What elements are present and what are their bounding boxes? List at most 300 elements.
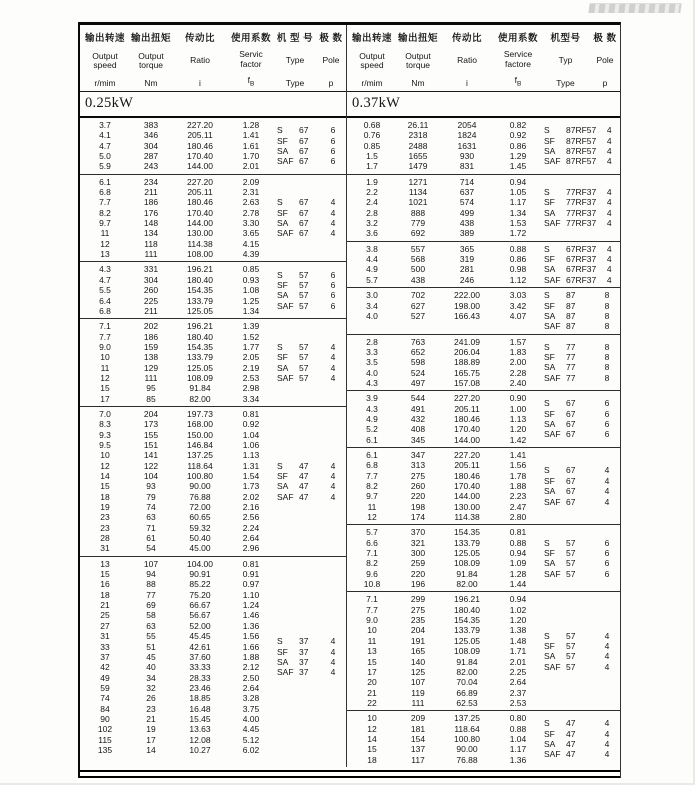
- table-row: [80, 394, 274, 404]
- ratio-cell: 23.46: [189, 682, 211, 693]
- speed-cell: 31: [100, 631, 110, 642]
- ratio-cell: 60.65: [189, 512, 211, 523]
- type-model: 67: [299, 125, 309, 136]
- type-prefix: SA: [277, 362, 289, 373]
- table-row: [80, 523, 274, 533]
- table-row: [80, 745, 274, 755]
- speed-cell: 23: [100, 512, 110, 523]
- torque-cell: 71: [146, 522, 156, 533]
- header-unit-symbol: p: [328, 78, 334, 88]
- type-row: [541, 275, 622, 285]
- type-model: 67: [566, 429, 576, 440]
- pole-value: 8: [604, 290, 610, 301]
- type-prefix: SA: [544, 207, 556, 218]
- table-row: [347, 625, 541, 635]
- pole-value: 4: [330, 471, 336, 481]
- type-model: 67RF37: [566, 243, 597, 254]
- column-header-pole: [316, 30, 346, 88]
- table-row: [347, 579, 541, 589]
- speed-cell: 9.7: [99, 218, 111, 229]
- type-model: 57: [566, 661, 576, 672]
- ratio-cell: 574: [459, 197, 475, 208]
- torque-cell: 104: [143, 471, 159, 481]
- torque-cell: 23: [146, 703, 156, 714]
- type-prefix: SAF: [277, 228, 294, 239]
- type-prefix: SA: [277, 657, 289, 668]
- group-values: [347, 337, 541, 389]
- type-row: [541, 739, 620, 749]
- factor-cell: 1.57: [509, 336, 527, 347]
- factor-cell: 1.04: [242, 429, 260, 440]
- table-column: [80, 25, 346, 767]
- type-prefix: SAF: [544, 496, 561, 507]
- ratio-cell: 180.40: [187, 331, 213, 342]
- factor-cell: 0.88: [509, 723, 527, 734]
- factor-cell: 0.94: [509, 548, 527, 559]
- ratio-cell: 180.40: [187, 274, 213, 285]
- header-unit: [228, 75, 274, 88]
- type-row: [541, 362, 620, 372]
- type-prefix: SA: [544, 739, 556, 750]
- torque-cell: 220: [410, 491, 426, 502]
- type-row: [541, 244, 622, 254]
- ratio-cell: 198.00: [454, 300, 480, 311]
- torque-cell: 63: [146, 512, 156, 523]
- ratio-cell: 10.27: [189, 744, 211, 755]
- factor-cell: 1.34: [509, 207, 527, 218]
- type-block: [274, 264, 346, 316]
- table-row: [347, 594, 541, 604]
- speed-cell: 4.3: [366, 403, 378, 414]
- pole-value: 4: [330, 207, 336, 218]
- factor-cell: 0.98: [509, 264, 527, 275]
- header-unit-symbol: Type: [285, 78, 305, 88]
- factor-cell: 2.64: [242, 682, 260, 693]
- speed-cell: 14: [367, 733, 377, 744]
- table-row: [347, 605, 541, 615]
- speed-cell: 4.3: [99, 264, 111, 275]
- ratio-cell: 2054: [457, 120, 477, 130]
- pole-value: 6: [604, 419, 610, 430]
- speed-cell: 90: [100, 713, 110, 724]
- pole-value: 4: [604, 661, 610, 672]
- factor-cell: 3.34: [242, 393, 260, 404]
- factor-cell: 1.41: [509, 449, 527, 460]
- factor-cell: 1.54: [242, 471, 260, 481]
- column-header-factor: [495, 30, 541, 88]
- type-row: [274, 156, 346, 166]
- ratio-cell: 45.45: [189, 631, 211, 642]
- type-model: 37: [299, 657, 309, 668]
- factor-cell: 1.42: [509, 434, 527, 445]
- torque-cell: 45: [146, 651, 156, 662]
- speed-cell: 6.8: [99, 187, 111, 198]
- ratio-group: [347, 591, 620, 710]
- factor-cell: 2.00: [509, 357, 527, 368]
- speed-cell: 49: [100, 672, 110, 683]
- table-row: [347, 393, 541, 403]
- torque-cell: 275: [410, 470, 426, 481]
- pole-value: 4: [330, 667, 336, 678]
- table-row: [347, 569, 541, 579]
- speed-cell: 13: [367, 646, 377, 657]
- ratio-cell: 90.00: [456, 744, 478, 755]
- factor-cell: 4.45: [242, 724, 260, 735]
- torque-cell: 225: [143, 295, 159, 306]
- speed-cell: 4.0: [366, 310, 378, 321]
- factor-cell: 4.15: [242, 238, 260, 249]
- torque-cell: 304: [143, 274, 159, 285]
- speed-cell: 16: [100, 579, 110, 590]
- header-label-en: Pole: [322, 55, 340, 66]
- factor-cell: 1.28: [242, 120, 260, 130]
- speed-cell: 42: [100, 662, 110, 673]
- header-unit: [172, 78, 228, 88]
- type-model: 57: [299, 279, 309, 290]
- factor-cell: 1.13: [509, 413, 527, 424]
- table-row: [347, 688, 541, 698]
- type-model: 87RF57: [566, 135, 597, 146]
- type-row: [274, 471, 346, 481]
- header-unit-symbol: Type: [556, 78, 575, 88]
- torque-cell: 138: [143, 352, 159, 363]
- column-header-type: [274, 30, 316, 88]
- type-row: [274, 197, 346, 207]
- type-row: [274, 136, 346, 146]
- torque-cell: 598: [410, 357, 426, 368]
- speed-cell: 6.6: [366, 537, 378, 548]
- pole-value: 4: [330, 646, 336, 657]
- speed-cell: 9.5: [99, 439, 111, 450]
- speed-cell: 4.4: [366, 254, 378, 265]
- table-row: [347, 290, 541, 300]
- torque-cell: 140: [410, 656, 426, 667]
- type-model: 67: [299, 218, 309, 229]
- ratio-cell: 930: [459, 151, 475, 162]
- type-model: 57: [299, 300, 309, 311]
- speed-cell: 28: [100, 533, 110, 544]
- factor-cell: 0.97: [242, 579, 260, 590]
- group-values: [347, 450, 541, 522]
- torque-cell: 211: [144, 305, 158, 316]
- type-row: [274, 218, 346, 228]
- type-model: 87: [566, 300, 576, 311]
- pole-value: 4: [330, 491, 336, 502]
- header-label-en: Output speed: [92, 50, 118, 70]
- header-label-zh: 输出转速: [351, 33, 392, 44]
- header-unit-symbol: f: [514, 75, 518, 86]
- table-row: [347, 197, 541, 207]
- table-row: [80, 590, 274, 600]
- ratio-group: [347, 390, 620, 447]
- ratio-cell: 180.46: [187, 197, 213, 208]
- speed-cell: 19: [100, 502, 110, 513]
- type-row: [541, 125, 622, 135]
- type-row: [541, 476, 620, 486]
- type-row: [541, 218, 622, 228]
- type-prefix: SF: [544, 728, 555, 739]
- factor-cell: 0.86: [509, 254, 527, 265]
- ratio-cell: 1631: [457, 140, 477, 151]
- table-row: [80, 285, 274, 295]
- speed-cell: 4.1: [99, 130, 111, 141]
- torque-cell: 557: [410, 243, 426, 254]
- factor-cell: 1.34: [242, 305, 260, 316]
- table-row: [347, 357, 541, 367]
- header-label-en: Output torque: [138, 50, 164, 70]
- column-header-pole: [590, 30, 620, 88]
- table-row: [347, 502, 541, 512]
- torque-cell: 186: [143, 331, 159, 342]
- type-prefix: SF: [277, 471, 288, 481]
- torque-cell: 211: [144, 187, 158, 198]
- type-prefix: SF: [544, 352, 555, 363]
- speed-cell: 0.76: [363, 130, 381, 141]
- ratio-cell: 365: [459, 243, 475, 254]
- type-model: 47: [566, 728, 576, 739]
- type-model: 77RF37: [566, 197, 597, 208]
- pole-value: 4: [330, 657, 336, 668]
- type-row: [541, 197, 622, 207]
- torque-cell: 370: [410, 527, 426, 538]
- ratio-cell: 62.53: [456, 697, 478, 708]
- ratio-group: [347, 710, 620, 767]
- factor-cell: 1.78: [509, 470, 527, 481]
- table-row: [347, 141, 541, 151]
- table-row: [80, 306, 274, 316]
- speed-cell: 18: [367, 754, 377, 765]
- torque-cell: 1655: [408, 151, 428, 162]
- pole-value: 4: [330, 481, 336, 492]
- torque-cell: 55: [146, 631, 156, 642]
- factor-cell: 1.48: [509, 635, 527, 646]
- ratio-cell: 150.00: [187, 429, 213, 440]
- type-row: [541, 146, 622, 156]
- type-row: [541, 548, 620, 558]
- group-values: [80, 264, 274, 316]
- speed-cell: 3.8: [366, 243, 378, 254]
- pole-value: 6: [604, 558, 610, 569]
- type-prefix: S: [544, 341, 550, 352]
- factor-cell: 2.09: [242, 176, 260, 187]
- speed-cell: 11: [100, 362, 110, 373]
- torque-cell: 234: [143, 176, 159, 187]
- type-row: [274, 492, 346, 502]
- speed-cell: 23: [100, 522, 110, 533]
- type-row: [541, 301, 620, 311]
- pole-value: 4: [330, 460, 336, 471]
- ratio-cell: 76.88: [456, 754, 478, 765]
- header-unit: [274, 78, 316, 88]
- factor-cell: 1.83: [509, 346, 527, 357]
- speed-cell: 2.8: [366, 336, 378, 347]
- pole-value: 6: [604, 568, 610, 579]
- type-row: [541, 409, 620, 419]
- type-model: 87: [566, 310, 576, 321]
- factor-cell: 2.05: [242, 352, 260, 363]
- ratio-cell: 91.84: [456, 656, 478, 667]
- factor-cell: 2.53: [509, 697, 527, 708]
- torque-cell: 2318: [408, 130, 428, 141]
- speed-cell: 5.0: [99, 151, 111, 162]
- type-row: [274, 373, 346, 383]
- table-row: [80, 239, 274, 249]
- speed-cell: 4.3: [366, 377, 378, 388]
- torque-cell: 155: [143, 429, 159, 440]
- ratio-group: [80, 318, 346, 406]
- factor-cell: 1.13: [242, 450, 260, 461]
- factor-cell: 1.41: [242, 130, 260, 141]
- speed-cell: 7.1: [366, 594, 378, 605]
- torque-cell: 173: [143, 419, 159, 430]
- type-model: 77RF37: [566, 207, 597, 218]
- type-row: [541, 486, 620, 496]
- table-row: [347, 677, 541, 687]
- torque-cell: 299: [410, 594, 426, 605]
- table-row: [80, 533, 274, 543]
- speed-cell: 4.9: [366, 413, 378, 424]
- torque-cell: 181: [410, 723, 426, 734]
- type-row: [274, 363, 346, 373]
- table-row: [347, 368, 541, 378]
- header-unit: [130, 78, 172, 88]
- pole-value: 6: [604, 429, 610, 440]
- factor-cell: 0.92: [509, 130, 527, 141]
- type-row: [541, 631, 620, 641]
- type-row: [274, 636, 346, 646]
- type-prefix: SF: [277, 279, 288, 290]
- pole-value: 4: [606, 197, 612, 208]
- type-prefix: S: [277, 125, 283, 136]
- scan-artifact: [588, 3, 681, 13]
- table-row: [347, 744, 541, 754]
- type-model: 57: [566, 568, 576, 579]
- ratio-cell: 206.04: [454, 346, 480, 357]
- table-row: [80, 332, 274, 342]
- header-label-en: Typ: [558, 55, 573, 66]
- factor-cell: 1.24: [242, 600, 260, 611]
- ratio-cell: 227.20: [187, 176, 213, 187]
- power-rating: 0.25kW: [80, 92, 346, 118]
- ratio-cell: 125.05: [454, 635, 480, 646]
- speed-cell: 2.4: [366, 197, 378, 208]
- ratio-cell: 170.40: [454, 424, 480, 435]
- type-block: [541, 244, 622, 285]
- table-row: [80, 714, 274, 724]
- table-column: [346, 25, 620, 767]
- table-row: [80, 450, 274, 460]
- table-row: [347, 404, 541, 414]
- type-row: [541, 558, 620, 568]
- speed-cell: 15: [100, 569, 110, 580]
- group-values: [80, 120, 274, 172]
- factor-cell: 3.65: [242, 228, 260, 239]
- type-row: [274, 352, 346, 362]
- type-row: [541, 569, 620, 579]
- factor-cell: 1.72: [509, 228, 527, 239]
- type-prefix: SA: [544, 419, 556, 430]
- factor-cell: 2.01: [509, 656, 527, 667]
- table-row: [80, 683, 274, 693]
- type-block: [541, 713, 620, 765]
- ratio-cell: 85.22: [189, 579, 211, 590]
- type-row: [541, 156, 622, 166]
- type-model: 67RF37: [566, 264, 597, 275]
- factor-cell: 4.00: [242, 713, 260, 724]
- type-block: [541, 177, 622, 239]
- pole-value: 4: [604, 465, 610, 476]
- pole-value: 4: [330, 372, 336, 383]
- speed-cell: 12: [100, 460, 110, 471]
- ratio-cell: 170.40: [454, 481, 480, 491]
- table-row: [80, 130, 274, 140]
- table-row: [347, 657, 541, 667]
- type-model: 67: [299, 135, 309, 146]
- header-unit-symbol: Nm: [144, 78, 158, 88]
- speed-cell: 1.9: [366, 176, 378, 187]
- type-prefix: SF: [277, 646, 288, 657]
- ratio-cell: 66.67: [189, 600, 211, 611]
- speed-cell: 7.1: [366, 548, 378, 559]
- type-model: 67RF37: [566, 254, 597, 265]
- speed-cell: 15: [100, 481, 110, 492]
- speed-cell: 21: [100, 600, 110, 611]
- torque-cell: 692: [410, 228, 426, 239]
- type-model: 67RF37: [566, 274, 597, 285]
- torque-cell: 85: [146, 393, 156, 404]
- table-row: [80, 249, 274, 259]
- header-label-en: Output speed: [359, 50, 385, 70]
- speed-cell: 7.7: [366, 604, 378, 615]
- ratio-cell: 188.89: [454, 357, 480, 368]
- type-row: [541, 187, 622, 197]
- column-header-speed: [347, 30, 397, 88]
- type-model: 87RF57: [566, 125, 597, 136]
- type-row: [541, 342, 620, 352]
- ratio-cell: 108.09: [454, 646, 480, 657]
- table-row: [80, 197, 274, 207]
- type-block: [541, 594, 620, 708]
- type-prefix: SAF: [277, 156, 294, 167]
- torque-cell: 125: [410, 666, 426, 677]
- header-label-zh: 输出扭矩: [397, 33, 438, 44]
- type-model: 57: [566, 548, 576, 559]
- factor-cell: 0.93: [242, 274, 260, 285]
- factor-cell: 4.07: [509, 310, 527, 321]
- speed-cell: 15: [367, 744, 377, 755]
- torque-cell: 117: [411, 754, 425, 765]
- torque-cell: 198: [410, 501, 426, 512]
- pole-value: 4: [330, 362, 336, 373]
- type-block: [274, 559, 346, 756]
- table-row: [80, 363, 274, 373]
- speed-cell: 12: [367, 512, 377, 523]
- group-values: [347, 393, 541, 445]
- type-prefix: SAF: [544, 749, 561, 760]
- type-model: 57: [299, 341, 309, 352]
- torque-cell: 111: [144, 372, 158, 383]
- factor-cell: 1.66: [242, 641, 260, 652]
- ratio-cell: 1824: [457, 130, 477, 141]
- ratio-cell: 196.21: [454, 594, 480, 605]
- speed-cell: 6.1: [99, 176, 111, 187]
- ratio-cell: 246: [459, 274, 475, 285]
- factor-cell: 4.39: [242, 249, 260, 260]
- table-row: [347, 120, 541, 130]
- ratio-group: [80, 174, 346, 262]
- type-prefix: SF: [544, 548, 555, 559]
- columns: [80, 25, 620, 767]
